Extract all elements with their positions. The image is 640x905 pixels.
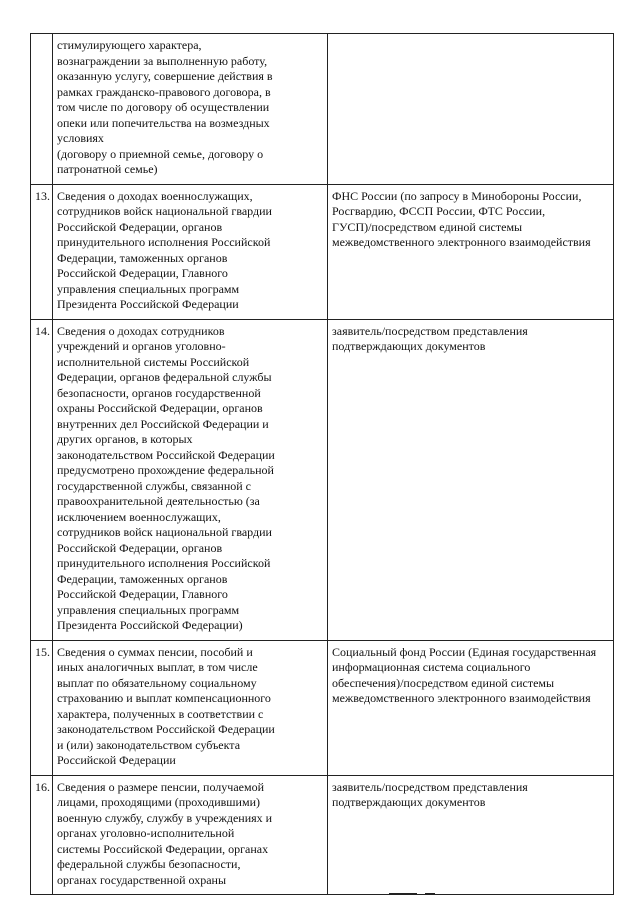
table-row	[31, 775, 614, 895]
source-cell: заявитель/посредством представления подтверждающих документов	[328, 319, 614, 640]
documents-table	[30, 33, 614, 895]
information-cell: Сведения о доходах сотрудников учреждений и органов уголовно- исполнительной системы Российской Федерации, органов федеральной службы безопасности, органов государственной охраны Российской Федерации, органов внутренних дел Российской Федерации и других органов, в которых законодательством Российской Федерации предусмотрено прохождение федеральной государственной службы, связанной с правоохранительной деятельностью (за исключением военнослужащих, сотрудников войск национальной гвардии Российской Федерации, органов принудительного исполнения Российской Федерации, таможенных органов Российской Федерации, Главного управления специальных программ Президента Российской Федерации)	[53, 319, 328, 640]
table-row	[31, 184, 614, 319]
row-number: 13.	[31, 184, 53, 319]
information-cell: Сведения о суммах пенсии, пособий и иных аналогичных выплат, в том числе выплат по обязательному социальному страхованию и выплат компенсационного характера, полученных в соответствии с законодательством Российской Федерации и (или) законодательством субъекта Российской Федерации	[53, 640, 328, 775]
table-row	[31, 34, 614, 185]
footer-scan-mark	[389, 893, 439, 897]
source-cell: заявитель/посредством представления подтверждающих документов	[328, 775, 614, 895]
information-cell: стимулирующего характера, вознаграждении за выполненную работу, оказанную услугу, совершение действия в рамках гражданско-правового договора, в том числе по договору об осуществлении опеки или попечительства на возмездных условиях (договору о приемной семье, договору о патронатной семье)	[53, 34, 328, 185]
row-number: 14.	[31, 319, 53, 640]
scan-mark-bar	[425, 893, 435, 895]
source-cell	[328, 34, 614, 185]
scan-mark-bar	[389, 893, 417, 895]
source-cell: Социальный фонд России (Единая государственная информационная система социального обеспечения)/посредством единой системы межведомственного электронного взаимодействия	[328, 640, 614, 775]
information-cell: Сведения о размере пенсии, получаемой лицами, проходящими (проходившими) военную службу, службу в учреждениях и органах уголовно-исполнительной системы Российской Федерации, органах федеральной службы безопасности, органах государственной охраны	[53, 775, 328, 895]
table-row	[31, 319, 614, 640]
source-cell: ФНС России (по запросу в Минобороны России, Росгвардию, ФССП России, ФТС России, ГУСП)/посредством единой системы межведомственного электронного взаимодействия	[328, 184, 614, 319]
table-row	[31, 640, 614, 775]
row-number: 15.	[31, 640, 53, 775]
information-cell: Сведения о доходах военнослужащих, сотрудников войск национальной гвардии Российской Федерации, органов принудительного исполнения Российской Федерации, таможенных органов Российской Федерации, Главного управления специальных программ Президента Российской Федерации	[53, 184, 328, 319]
row-number: 16.	[31, 775, 53, 895]
row-number	[31, 34, 53, 185]
